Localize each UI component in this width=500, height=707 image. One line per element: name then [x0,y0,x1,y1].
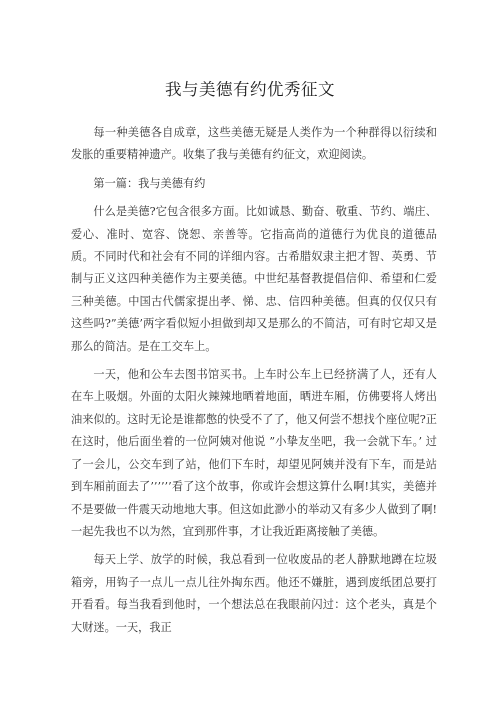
section-heading: 第一篇：我与美德有约 [93,176,206,190]
intro-paragraph: 每一种美德各自成章，这些美德无疑是人类作为一个种群得以衍续和发胀的重要精神遗产。收集了我与美德有约征文，欢迎阅读。 [71,126,437,162]
body-paragraph: 每天上学、放学的时候，我总看到一位收废品的老人静默地蹲在垃圾箱旁，用钩子一点儿一点儿往外掏东西。他还不嫌脏，遇到废纸团总要打开看看。每当我看到他时，一个想法总在我眼前闪过：这个老头，真是个大财迷。一天，我正 [71,553,437,634]
body-paragraph: 什么是美德?它包含很多方面。比如诚恳、勤奋、敬重、节约、端庄、爱心、准时、宽容、饶恕、亲善等。它指高尚的道德行为优良的道德品质。不同时代和社会有不同的详细内容。古希腊奴隶主把才智、英勇、节制与正义这四种美德作为主要美德。中世纪基督教提倡信仰、希望和仁爱三种美德。中国古代儒家提出孝、悌、忠、信四种美德。但真的仅仅只有这些吗?”美德’两字看似短小担做到却又是那么的不简洁，可有时它却又是那么的简洁。是在工交车上。 [71,205,437,353]
body-paragraph: 一天，他和公车去图书馆买书。上车时公车上已经挤满了人，还有人在车上吸烟。外面的太阳火辣辣地晒着地面，晒进车厢，仿佛要将人烤出油来似的。这时无论是谁都憋的快受不了了，他又何尝不想找个座位呢?正在这时，他后面坐着的一位阿姨对他说 ”小挚友坐吧，我一会就下车。’ 过了一会儿，公交车到了站，他们下车时，却望见阿姨并没有下车，而是站到车厢前面去了’’’’’’看了这个故事，你或许会想这算什么啊!其实，美德并不是要做一件震天动地地大事。但这如此渺小的举动又有多少人做到了啊!一起先我也不以为然，宜到那件事，才让我近距离接触了美德。 [71,368,437,538]
document-body [71,122,437,639]
document-title: 我与美德有约优秀征文 [165,80,335,99]
